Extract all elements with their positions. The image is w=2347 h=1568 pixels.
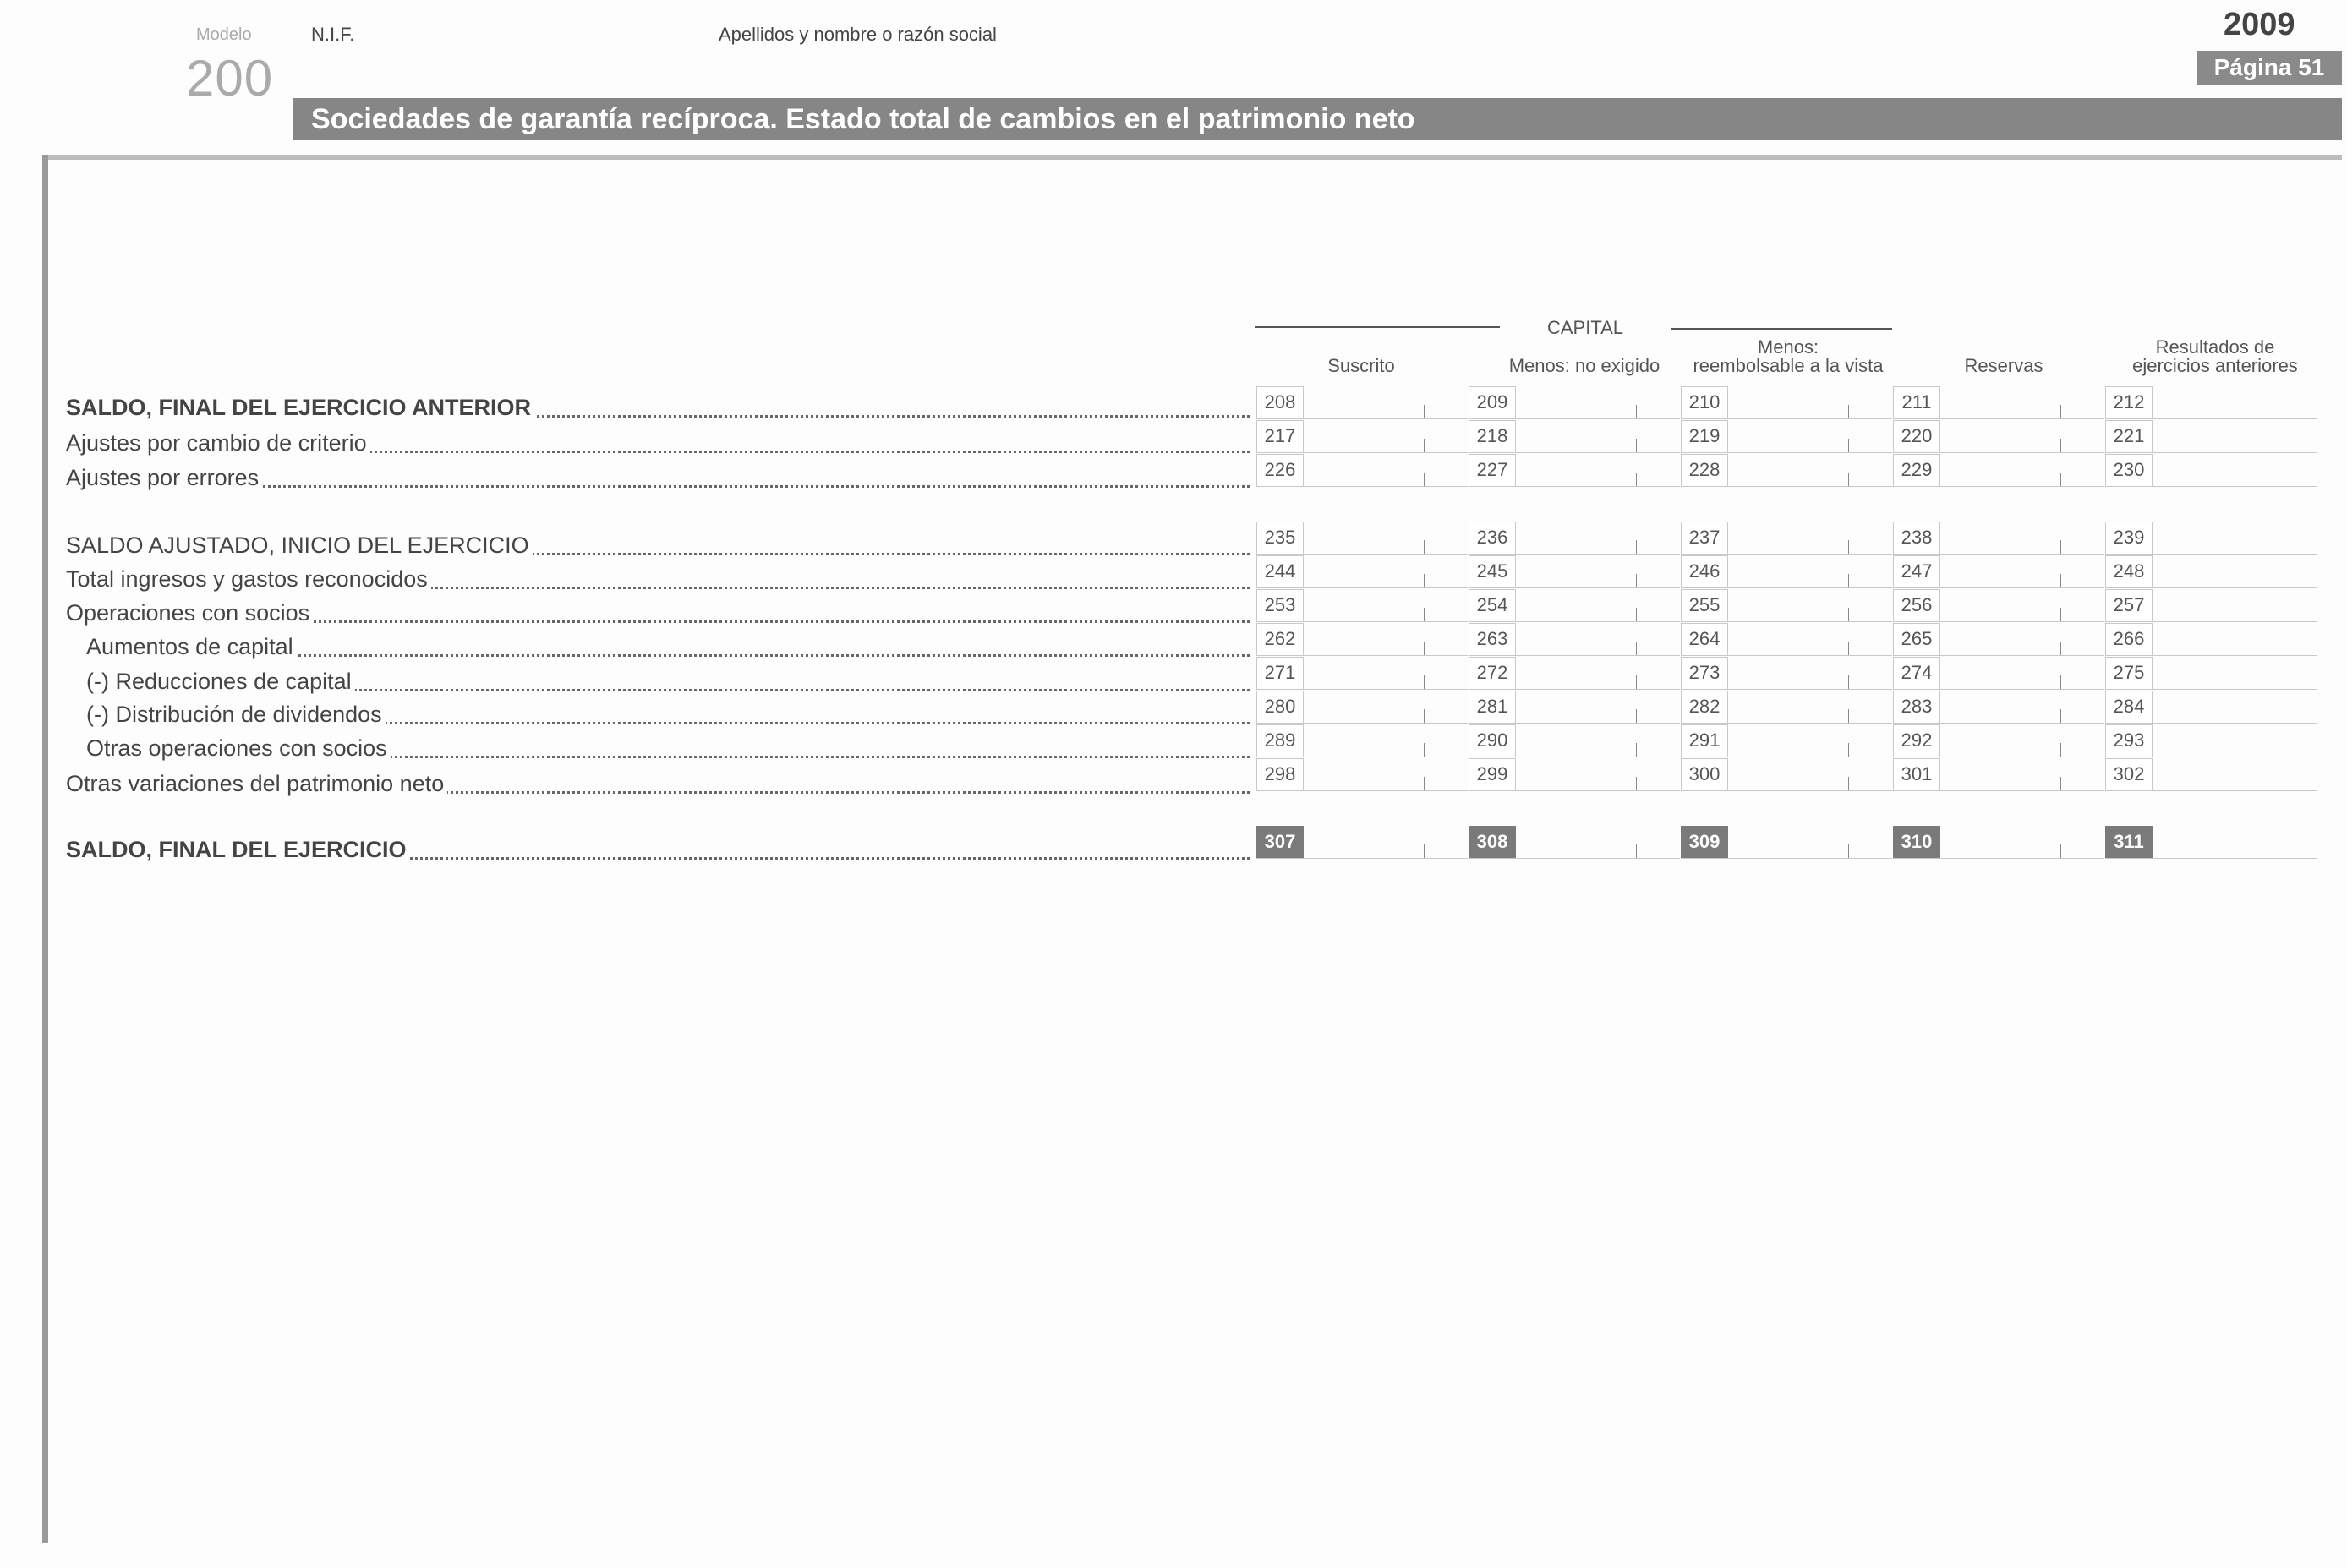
cell-code: 210 (1681, 386, 1728, 418)
input-cell[interactable] (1681, 454, 1892, 487)
col-header-resultados-line1: Resultados de (2155, 336, 2275, 358)
cell-code: 263 (1469, 623, 1516, 655)
cell-code: 254 (1469, 589, 1516, 621)
cell-code: 211 (1893, 386, 1940, 418)
input-cell[interactable] (2105, 657, 2317, 690)
cell-code: 291 (1681, 724, 1728, 757)
row-label: SALDO, FINAL DEL EJERCICIO ANTERIOR (66, 395, 1250, 421)
input-cell[interactable] (1681, 758, 1892, 791)
cell-code: 220 (1893, 420, 1940, 452)
cell-code: 280 (1256, 691, 1304, 723)
row-label: Ajustes por cambio de criterio (66, 430, 1250, 456)
input-cell[interactable] (1893, 724, 2104, 757)
input-cell[interactable] (1893, 454, 2104, 487)
modelo-label: Modelo (196, 25, 252, 44)
cell-code: 245 (1469, 555, 1516, 587)
cell-code: 228 (1681, 454, 1728, 486)
input-cell[interactable] (1256, 386, 1468, 419)
input-cell[interactable] (1469, 454, 1680, 487)
input-cell[interactable] (1469, 623, 1680, 656)
cell-code: 272 (1469, 657, 1516, 689)
cell-code: 274 (1893, 657, 1940, 689)
input-cell[interactable] (1893, 420, 2104, 453)
input-cell[interactable] (1469, 724, 1680, 757)
input-cell[interactable] (1469, 691, 1680, 724)
input-cell[interactable] (1256, 758, 1468, 791)
frame-left-border (42, 155, 48, 1543)
input-cell[interactable] (1469, 589, 1680, 622)
input-cell[interactable] (1256, 420, 1468, 453)
input-cell[interactable] (1893, 386, 2104, 419)
cell-code: 244 (1256, 555, 1304, 587)
input-cell[interactable] (1893, 826, 2104, 859)
input-cell[interactable] (1256, 589, 1468, 622)
name-label: Apellidos y nombre o razón social (719, 24, 997, 45)
cell-code: 238 (1893, 522, 1940, 554)
cell-code: 309 (1681, 826, 1728, 858)
cell-code: 307 (1256, 826, 1304, 858)
input-cell[interactable] (1256, 522, 1468, 555)
input-cell[interactable] (2105, 522, 2317, 555)
input-cell[interactable] (1681, 724, 1892, 757)
capital-line-right (1671, 328, 1892, 330)
input-cell[interactable] (1469, 420, 1680, 453)
cell-code: 239 (2105, 522, 2153, 554)
row-label: Aumentos de capital (86, 634, 1250, 660)
year: 2009 (2224, 7, 2295, 42)
col-header-suscrito: Suscrito (1327, 355, 1395, 376)
input-cell[interactable] (1893, 522, 2104, 555)
row-label: Otras operaciones con socios (86, 735, 1250, 762)
input-cell[interactable] (1681, 555, 1892, 588)
input-cell[interactable] (2105, 589, 2317, 622)
cell-code: 292 (1893, 724, 1940, 757)
input-cell[interactable] (1256, 724, 1468, 757)
input-cell[interactable] (2105, 758, 2317, 791)
input-cell[interactable] (1256, 454, 1468, 487)
cell-code: 230 (2105, 454, 2153, 486)
input-cell[interactable] (2105, 623, 2317, 656)
input-cell[interactable] (1893, 555, 2104, 588)
cell-code: 283 (1893, 691, 1940, 723)
cell-code: 310 (1893, 826, 1940, 858)
cell-code: 264 (1681, 623, 1728, 655)
input-cell[interactable] (2105, 420, 2317, 453)
cell-code: 281 (1469, 691, 1516, 723)
input-cell[interactable] (1681, 522, 1892, 555)
cell-code: 282 (1681, 691, 1728, 723)
cell-code: 290 (1469, 724, 1516, 757)
cell-code: 271 (1256, 657, 1304, 689)
page-title: Sociedades de garantía recíproca. Estado total de cambios en el patrimonio neto (293, 98, 2342, 140)
cell-code: 308 (1469, 826, 1516, 858)
capital-line-left (1255, 326, 1500, 328)
input-cell[interactable] (1469, 555, 1680, 588)
input-cell[interactable] (2105, 724, 2317, 757)
cell-code: 237 (1681, 522, 1728, 554)
input-cell[interactable] (2105, 826, 2317, 859)
cell-code: 302 (2105, 758, 2153, 790)
cell-code: 256 (1893, 589, 1940, 621)
cell-code: 265 (1893, 623, 1940, 655)
cell-code: 301 (1893, 758, 1940, 790)
col-header-reservas: Reservas (1964, 355, 2043, 376)
cell-code: 235 (1256, 522, 1304, 554)
cell-code: 293 (2105, 724, 2153, 757)
input-cell[interactable] (1681, 420, 1892, 453)
cell-code: 246 (1681, 555, 1728, 587)
input-cell[interactable] (1256, 826, 1468, 859)
row-label: SALDO AJUSTADO, INICIO DEL EJERCICIO (66, 533, 1250, 559)
input-cell[interactable] (1256, 691, 1468, 724)
cell-code: 226 (1256, 454, 1304, 486)
input-cell[interactable] (1893, 657, 2104, 690)
input-cell[interactable] (1469, 826, 1680, 859)
col-header-resultados-line2: ejercicios anteriores (2132, 355, 2298, 376)
cell-code: 209 (1469, 386, 1516, 418)
input-cell[interactable] (2105, 454, 2317, 487)
frame-top-border (42, 155, 2342, 160)
col-header-menos-no-exigido: Menos: no exigido (1508, 355, 1660, 376)
cell-code: 236 (1469, 522, 1516, 554)
cell-code: 229 (1893, 454, 1940, 486)
input-cell[interactable] (1893, 589, 2104, 622)
input-cell[interactable] (1469, 522, 1680, 555)
cell-code: 212 (2105, 386, 2153, 418)
cell-code: 299 (1469, 758, 1516, 790)
cell-code: 273 (1681, 657, 1728, 689)
input-cell[interactable] (1256, 623, 1468, 656)
cell-code: 217 (1256, 420, 1304, 452)
input-cell[interactable] (1469, 386, 1680, 419)
input-cell[interactable] (1256, 657, 1468, 690)
cell-code: 248 (2105, 555, 2153, 587)
modelo-number: 200 (186, 50, 274, 107)
cell-code: 275 (2105, 657, 2153, 689)
input-cell[interactable] (2105, 691, 2317, 724)
cell-code: 208 (1256, 386, 1304, 418)
capital-header: CAPITAL (1546, 317, 1624, 338)
input-cell[interactable] (2105, 555, 2317, 588)
col-header-menos-line2: reembolsable a la vista (1693, 355, 1884, 376)
cell-code: 300 (1681, 758, 1728, 790)
cell-code: 218 (1469, 420, 1516, 452)
input-cell[interactable] (1893, 623, 2104, 656)
input-cell[interactable] (1681, 623, 1892, 656)
row-label: Total ingresos y gastos reconocidos (66, 566, 1250, 593)
nif-label: N.I.F. (311, 24, 355, 45)
input-cell[interactable] (2105, 386, 2317, 419)
cell-code: 221 (2105, 420, 2153, 452)
cell-code: 219 (1681, 420, 1728, 452)
cell-code: 284 (2105, 691, 2153, 723)
cell-code: 247 (1893, 555, 1940, 587)
cell-code: 257 (2105, 589, 2153, 621)
row-label: Operaciones con socios (66, 600, 1250, 626)
input-cell[interactable] (1681, 589, 1892, 622)
cell-code: 227 (1469, 454, 1516, 486)
col-header-menos-line1: Menos: (1757, 336, 1819, 358)
page-badge: Página 51 (2197, 51, 2342, 85)
row-label: (-) Reducciones de capital (86, 669, 1250, 695)
cell-code: 253 (1256, 589, 1304, 621)
row-label: Ajustes por errores (66, 465, 1250, 491)
input-cell[interactable] (1893, 758, 2104, 791)
cell-code: 289 (1256, 724, 1304, 757)
cell-code: 311 (2105, 826, 2153, 858)
row-label: (-) Distribución de dividendos (86, 702, 1250, 728)
input-cell[interactable] (1893, 691, 2104, 724)
row-label: SALDO, FINAL DEL EJERCICIO (66, 837, 1250, 863)
cell-code: 266 (2105, 623, 2153, 655)
row-label: Otras variaciones del patrimonio neto (66, 771, 1250, 797)
cell-code: 298 (1256, 758, 1304, 790)
input-cell[interactable] (1469, 758, 1680, 791)
input-cell[interactable] (1469, 657, 1680, 690)
cell-code: 255 (1681, 589, 1728, 621)
input-cell[interactable] (1681, 691, 1892, 724)
input-cell[interactable] (1681, 657, 1892, 690)
input-cell[interactable] (1681, 826, 1892, 859)
input-cell[interactable] (1256, 555, 1468, 588)
cell-code: 262 (1256, 623, 1304, 655)
input-cell[interactable] (1681, 386, 1892, 419)
